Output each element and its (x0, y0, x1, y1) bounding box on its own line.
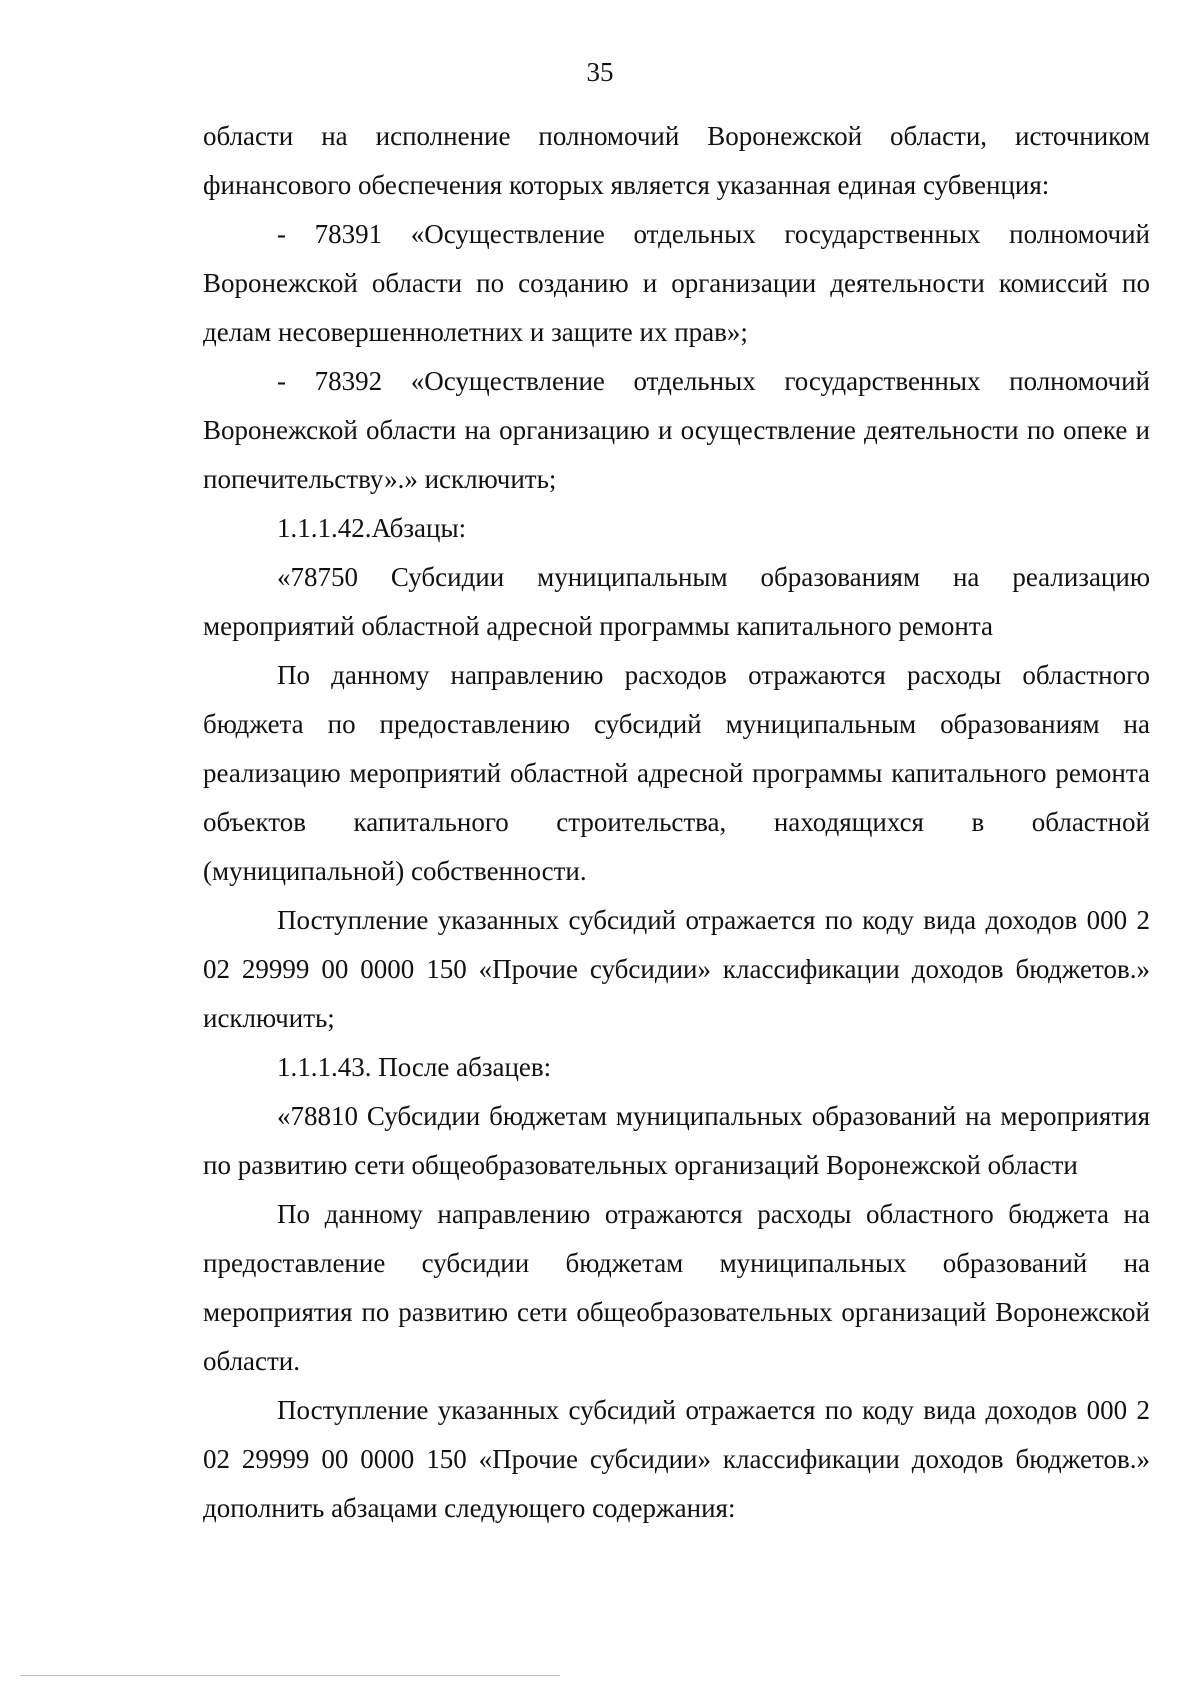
paragraph-description-78810: По данному направлению отражаются расходы областного бюджета на предоставление субсидии бюджетам муниципальных образований на мероприятия по развитию сети общеобразовательных организаций Воронежской области. (203, 1199, 1150, 1376)
paragraph-item-78391: - 78391 «Осуществление отдельных государственных полномочий Воронежской области по созданию и организации деятельности комиссий по делам несовершеннолетних и защите их прав»; (203, 219, 1150, 347)
paragraph-income-code-78750: Поступление указанных субсидий отражается по коду вида доходов 000 2 02 29999 00 0000 150 «Прочие субсидии» классификации доходов бюджетов.» исключить; (203, 905, 1150, 1033)
paragraph-item-78750: «78750 Субсидии муниципальным образованиям на реализацию мероприятий областной адресной программы капитального ремонта (203, 562, 1150, 641)
paragraph-item-78810: «78810 Субсидии бюджетам муниципальных образований на мероприятия по развитию сети общеобразовательных организаций Воронежской области (203, 1101, 1150, 1180)
page-number: 35 (586, 57, 614, 87)
bottom-scan-line (20, 1675, 560, 1676)
paragraph-income-code-78810: Поступление указанных субсидий отражается по коду вида доходов 000 2 02 29999 00 0000 150 «Прочие субсидии» классификации доходов бюджетов.» дополнить абзацами следующего содержания: (203, 1395, 1150, 1523)
paragraph-description-78750: По данному направлению расходов отражаются расходы областного бюджета по предоставлению субсидий муниципальным образованиям на реализацию мероприятий областной адресной программы капитального ремонта объектов капитального строительства, находящихся в областной (муниципальной) собственности. (203, 660, 1150, 886)
paragraph-clause-1-1-1-42: 1.1.1.42.Абзацы: (277, 513, 467, 543)
paragraph-continuation: области на исполнение полномочий Воронежской области, источником финансового обеспечения которых является указанная единая субвенция: (203, 121, 1150, 200)
paragraph-item-78392: - 78392 «Осуществление отдельных государственных полномочий Воронежской области на организацию и осуществление деятельности по опеке и попечительству».» исключить; (203, 366, 1150, 494)
document-body (203, 112, 1150, 1533)
paragraph-clause-1-1-1-43: 1.1.1.43. После абзацев: (277, 1052, 552, 1082)
